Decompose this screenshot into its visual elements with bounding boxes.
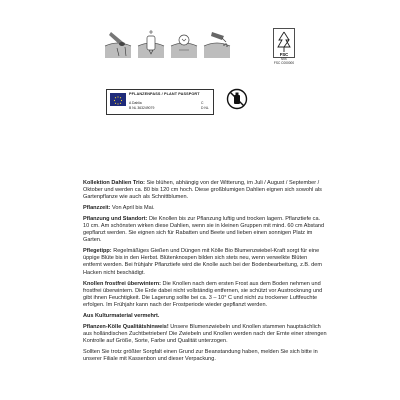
paragraph-planting-time [83,205,327,212]
paragraph-text: Die Knollen nach dem ersten Frost aus dem Boden nehmen und frostfrei überwintern. Die Erde dabei nicht vollständig entfernen, sie schützt vor Austrocknung und gibt ihnen Feuchtigkeit. Die Lagerung sollte bei ca. 3 – 10° C und nicht zu trockener Luftfeuchte erfolgen. Im Frühjahr kann nach der Frostperiode wieder gepflanzt werden. [83,280,323,308]
paragraph-heading: Pflegetipp: [83,248,112,255]
plant-passport [106,89,214,115]
fsc-line1: MIX [281,57,287,61]
paragraph-text: Unsere Blumenzwiebeln und Knollen stammen hauptsächlich aus holländischen Zuchtbetrieben! Die Zwiebeln und Knollen werden nach der Ernte einer strengen Kontrolle auf Größe, Sorte, Farbe und Qualität unterzogen. [83,323,327,344]
paragraph-care-tip [83,248,327,276]
passport-b: B NL 363249079 [129,106,155,110]
paragraph-heading: Pflanzen-Kölle Qualitätshinweis! [83,323,169,330]
paragraph-text: Sie blühen, abhängig von der Witterung, im Juli / August / September / Oktober und werden ca. 80 bis 120 cm hoch. Diese großblumigen Dahlien eignen sich sowohl als Gartenpflanze wie auch als Schnittblumen. [83,180,322,201]
paragraph-heading: Knollen frostfrei überwintern: [83,280,161,287]
paragraph-heading: Kollektion Dahlien Trio: [83,180,145,186]
eu-flag-icon [110,93,126,104]
paragraph-collection [83,180,327,201]
paragraph-heading: Pflanzzeit: [83,205,111,212]
paragraph-heading: Pflanzung und Standort: [83,216,148,223]
passport-c: C [201,101,204,105]
paragraph-propagation [83,313,327,320]
product-description [83,180,327,367]
paragraph-text: Die Knollen bis zur Pflanzung luftig und trocken lagern. Pflanztiefe ca. 10 cm. Am schönsten wirken diese Dahlien, wenn sie in kleinen Gruppen mit mind. 60 cm Abstand gepflanzt werden. Sie eignen sich für Rabatten und Beete und lieben einen sonnigen Platz im Garten. [83,216,325,244]
paragraph-text: Sollten Sie trotz größter Sorgfalt einen Grund zur Beanstandung haben, melden Sie sich bitte in unserer Filiale mit Kassenbon und dieser Verpackung. [83,348,318,362]
planting-instructions [103,26,299,82]
fsc-line2: FSC C000000 [273,60,295,65]
no-spray-icon [226,88,248,110]
paragraph-overwinter [83,281,327,309]
paragraph-quality [83,324,327,345]
seed-tuber-icon [136,26,166,60]
paragraph-heading: Aus Kulturmaterial vermehrt. [83,312,160,319]
soil-cover-icon [169,26,199,60]
passport-title: PFLANZENPASS / PLANT PASSPORT [129,92,200,96]
fsc-caption [268,58,300,65]
fsc-label: FSC [279,52,289,57]
paragraph-text: Regelmäßiges Gießen und Düngen mit Kölle Bio Blumenzwiebel-Kraft sorgt für eine üppige Blüte bis in den Herbst. Blütenknospen bilden sich stets neu, wenn verwelkte Blüten entfernt werden. Bei frühjahr Pflanztiefe wird die Knolle auch bei der Bodenbearbeitung, z.B. dem Hacken nicht beschädigt. [83,248,322,276]
paragraph-planting-location [83,216,327,244]
hand-planting-icon [103,26,133,60]
watering-icon [202,26,232,60]
passport-d: D NL [201,106,209,110]
paragraph-complaint [83,349,327,363]
passport-a: A Dahlia [129,101,142,105]
paragraph-text: Von April bis Mai. [110,205,155,212]
